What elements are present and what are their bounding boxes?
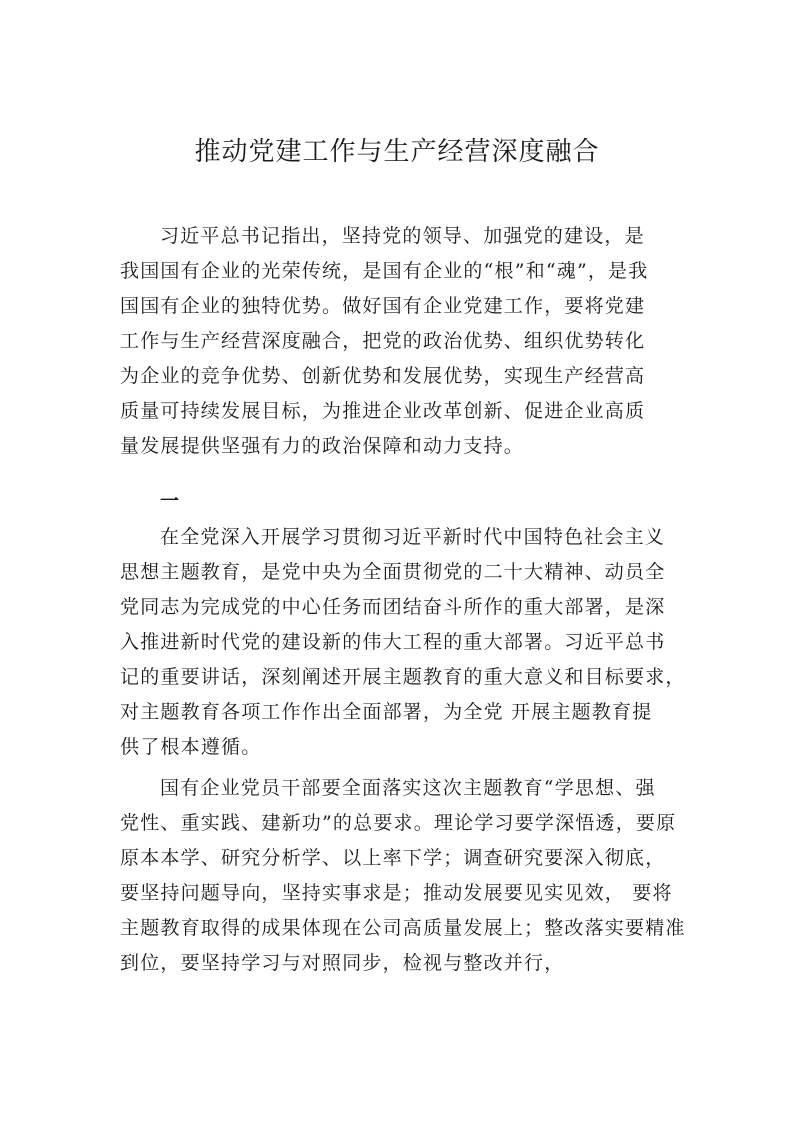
paragraph-line: 在全党深入开展学习贯彻习近平新时代中国特色社会主义 [160, 526, 666, 548]
document-title: 推动党建工作与生产经营深度融合 [194, 137, 600, 167]
paragraph-line: 国有企业党员干部要全面落实这次主题教育“学思想、强 [160, 777, 656, 799]
paragraph-line: 工作与生产经营深度融合，把党的政治优势、组织优势转化 [120, 330, 646, 352]
paragraph-requirements [120, 771, 700, 981]
paragraph-line: 量发展提供坚强有力的政治保障和动力支持。 [120, 435, 525, 457]
section-heading-one: 一 [160, 490, 180, 512]
paragraph-line: 我国国有企业的光荣传统，是国有企业的“根”和“魂”，是我 [120, 260, 649, 282]
paragraph-line: 入推进新时代党的建设新的伟大工程的重大部署。习近平总书 [120, 631, 666, 653]
paragraph-line: 主题教育取得的成果体现在公司高质量发展上；整改落实要精准 [120, 917, 686, 939]
paragraph-line: 党同志为完成党的中心任务而团结奋斗所作的重大部署，是深 [120, 596, 666, 618]
paragraph-line: 习近平总书记指出，坚持党的领导、加强党的建设，是 [160, 225, 645, 247]
paragraph-line: 党性、重实践、建新功”的总要求。理论学习要学深悟透，要原 [120, 812, 677, 834]
paragraph-line: 国国有企业的独特优势。做好国有企业党建工作，要将党建 [120, 295, 646, 317]
paragraph-line: 质量可持续发展目标，为推进企业改革创新、促进企业高质 [120, 400, 646, 422]
paragraph-line: 记的重要讲话，深刻阐述开展主题教育的重大意义和目标要求， [120, 666, 686, 688]
paragraph-intro [120, 219, 700, 464]
paragraph-line: 供了根本遵循。 [120, 736, 262, 758]
paragraph-line: 到位，要坚持学习与对照同步，检视与整改并行， [120, 952, 565, 974]
paragraph-line: 原本本学、研究分析学、以上率下学；调查研究要深入彻底， [120, 847, 666, 869]
paragraph-line: 对主题教育各项工作作出全面部署，为全党 开展主题教育提 [120, 701, 653, 723]
paragraph-line: 为企业的竞争优势、创新优势和发展优势，实现生产经营高 [120, 365, 646, 387]
paragraph-line: 要坚持问题导向，坚持实事求是；推动发展要见实见效， 要将 [120, 882, 673, 904]
paragraph-line: 思想主题教育，是党中央为全面贯彻党的二十大精神、动员全 [120, 561, 666, 583]
paragraph-theme-education [120, 520, 700, 765]
